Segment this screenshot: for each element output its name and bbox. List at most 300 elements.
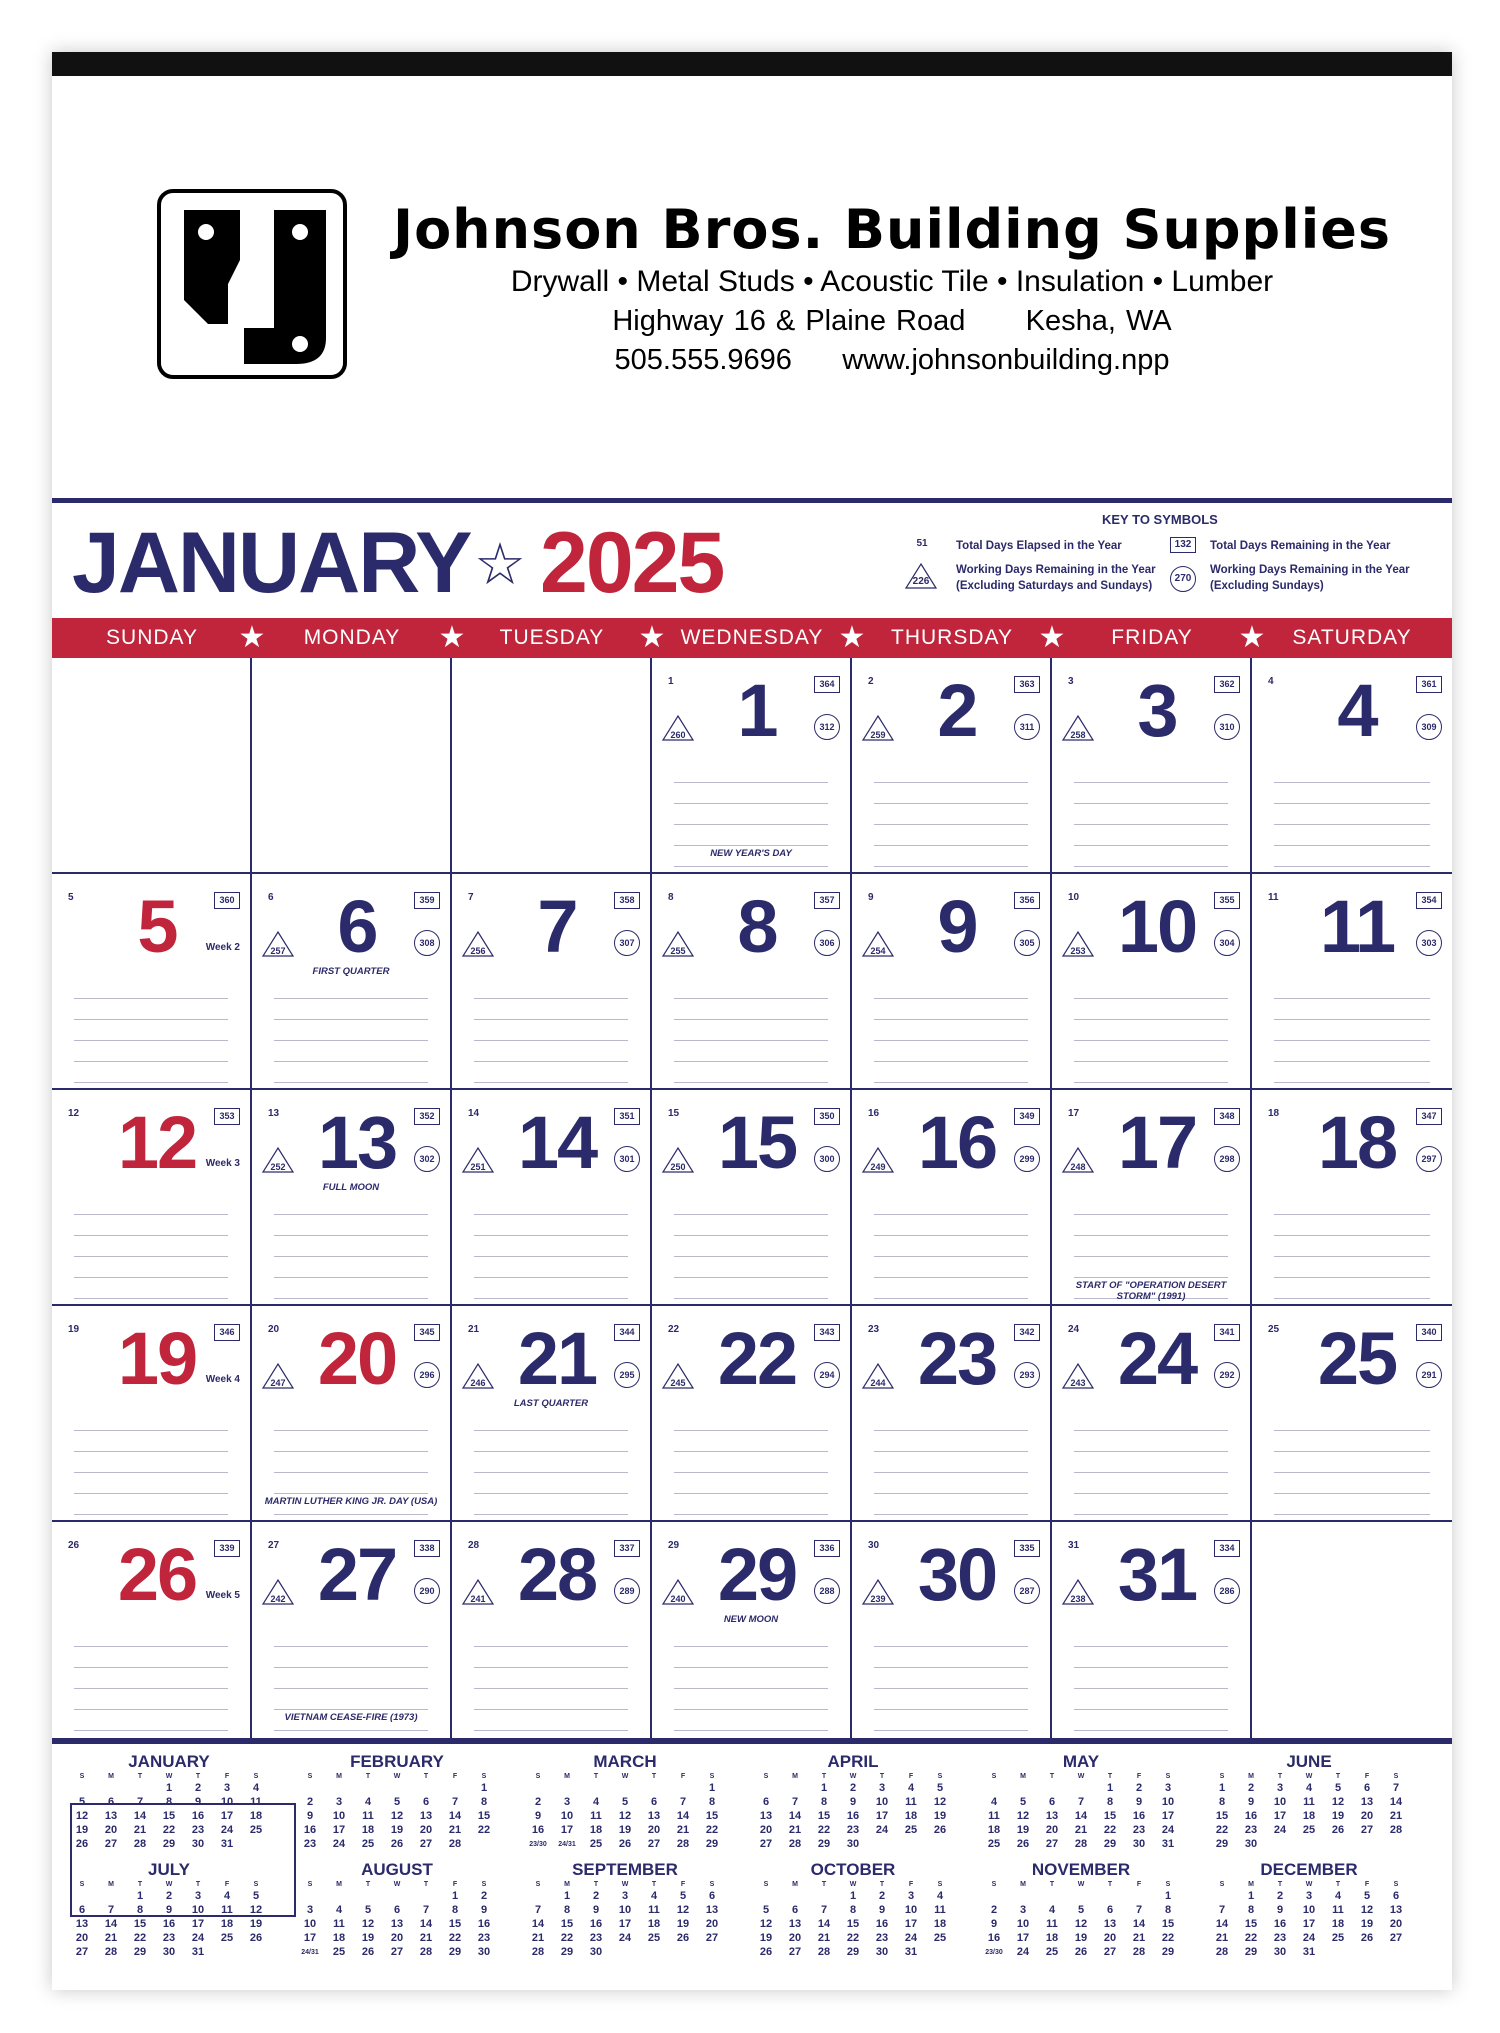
days-remaining-badge: 338 [414, 1540, 440, 1557]
note-line [74, 1668, 228, 1689]
mini-day: 18 [647, 1918, 661, 1930]
mini-day: 16 [1244, 1810, 1258, 1822]
company-name: Johnson Bros. Building Supplies [392, 198, 1392, 261]
day-of-year: 22 [668, 1324, 680, 1335]
mini-day: 29 [560, 1946, 574, 1958]
mini-day: 7 [679, 1796, 687, 1808]
note-line [874, 1257, 1028, 1278]
mini-dow: T [137, 1773, 143, 1780]
working-days-value: 238 [1070, 1594, 1086, 1604]
mini-day: 18 [361, 1824, 375, 1836]
mini-day: 23/30 [529, 1840, 547, 1848]
mini-day: 23 [875, 1932, 889, 1944]
mini-day: 8 [480, 1796, 488, 1808]
triangle-icon [1062, 714, 1094, 742]
note-line [274, 1689, 428, 1710]
mini-day [640, 1781, 669, 1795]
mini-dow: T [651, 1881, 657, 1888]
mini-day: 28 [676, 1838, 690, 1850]
mini-day [1324, 1837, 1353, 1851]
mini-day: 23 [162, 1932, 176, 1944]
day-cell[interactable] [52, 1522, 252, 1738]
mini-day: 22 [162, 1824, 176, 1836]
mini-day: 27 [1045, 1838, 1059, 1850]
mini-dow: W [1077, 1773, 1085, 1780]
day-of-year: 17 [1068, 1108, 1080, 1119]
note-line [1074, 1668, 1228, 1689]
mini-dow: S [709, 1881, 715, 1888]
note-line [1274, 804, 1430, 825]
day-cell[interactable] [1252, 1090, 1452, 1306]
day-cell[interactable] [852, 1090, 1052, 1306]
note-line [474, 1278, 628, 1299]
day-cell[interactable] [1052, 1090, 1252, 1306]
day-cell[interactable] [1052, 1306, 1252, 1522]
day-number: 31 [1117, 1533, 1197, 1616]
day-of-year: 7 [468, 892, 474, 903]
note-line [674, 1494, 828, 1515]
day-cell[interactable] [1252, 1522, 1452, 1738]
note-line [474, 1257, 628, 1278]
mini-day: 27 [1103, 1946, 1117, 1958]
day-cell[interactable] [1252, 874, 1452, 1090]
mini-day: 29 [705, 1838, 719, 1850]
mini-dow: F [908, 1773, 914, 1780]
note-line [1274, 1431, 1430, 1452]
mini-day: 12 [676, 1904, 690, 1916]
working6-badge: 309 [1416, 714, 1442, 740]
note-line [1074, 1710, 1228, 1731]
mini-day: 20 [419, 1824, 433, 1836]
working6-badge: 299 [1014, 1146, 1040, 1172]
note-line [1274, 1062, 1430, 1083]
mini-month [976, 1752, 1186, 1851]
mini-day [412, 1889, 441, 1903]
working-days-value: 241 [470, 1594, 486, 1604]
days-remaining-badge: 356 [1014, 892, 1040, 909]
mini-day: 12 [249, 1904, 263, 1916]
note-line [674, 783, 828, 804]
mini-dow: S [937, 1773, 943, 1780]
mini-dow: S [1219, 1773, 1225, 1780]
mini-dow: T [195, 1881, 201, 1888]
mini-day: 1 [849, 1890, 857, 1902]
mini-day: 31 [191, 1946, 205, 1958]
note-line [674, 1647, 828, 1668]
mini-dow: M [336, 1881, 342, 1888]
mini-day: 21 [1132, 1932, 1146, 1944]
working6-badge: 288 [814, 1578, 840, 1604]
triangle-icon [662, 1146, 694, 1174]
mini-day: 21 [531, 1932, 545, 1944]
mini-day [97, 1889, 126, 1903]
working6-badge: 292 [1214, 1362, 1240, 1388]
mini-day: 14 [788, 1810, 802, 1822]
day-number: 5 [137, 885, 177, 968]
days-remaining-badge: 358 [614, 892, 640, 909]
working6-badge: 298 [1214, 1146, 1240, 1172]
day-cell[interactable] [652, 1090, 852, 1306]
mini-day: 21 [1215, 1932, 1229, 1944]
mini-day: 18 [1302, 1810, 1316, 1822]
mini-day: 27 [104, 1838, 118, 1850]
days-remaining-badge: 359 [414, 892, 440, 909]
note-lines [1274, 762, 1430, 867]
mini-day: 7 [1392, 1782, 1400, 1794]
days-remaining-badge: 349 [1014, 1108, 1040, 1125]
note-line [474, 1494, 628, 1515]
mini-day: 16 [1132, 1810, 1146, 1822]
mini-day: 4 [936, 1890, 944, 1902]
days-remaining-badge: 345 [414, 1324, 440, 1341]
note-line [474, 999, 628, 1020]
mini-dow: M [1248, 1881, 1254, 1888]
mini-dow: W [849, 1881, 857, 1888]
mini-day: 26 [249, 1932, 263, 1944]
note-line [274, 1626, 428, 1647]
note-line [474, 978, 628, 999]
mini-day: 25 [987, 1838, 1001, 1850]
mini-dow: T [879, 1773, 885, 1780]
mini-day: 22 [705, 1824, 719, 1836]
note-line [74, 1236, 228, 1257]
day-cell[interactable] [452, 658, 652, 874]
day-cell[interactable] [1252, 1306, 1452, 1522]
note-lines [874, 762, 1028, 867]
mini-day: 27 [788, 1946, 802, 1958]
note-lines [1074, 1626, 1228, 1731]
elapsed-sample: 51 [916, 538, 928, 549]
note-line [274, 1410, 428, 1431]
mini-day: 9 [878, 1904, 886, 1916]
mini-dow: W [1305, 1881, 1313, 1888]
note-line [874, 1062, 1028, 1083]
note-line [74, 1020, 228, 1041]
mini-day: 23 [1244, 1824, 1258, 1836]
mini-day: 19 [759, 1932, 773, 1944]
note-line [474, 1215, 628, 1236]
working6-badge: 297 [1416, 1146, 1442, 1172]
mini-day: 17 [220, 1810, 234, 1822]
mini-day: 4 [990, 1796, 998, 1808]
note-line [874, 1647, 1028, 1668]
mini-day: 23 [191, 1824, 205, 1836]
mini-day: 14 [817, 1918, 831, 1930]
note-line [274, 1452, 428, 1473]
week-label: Week 4 [205, 1374, 240, 1385]
mini-day: 2 [1135, 1782, 1143, 1794]
day-cell[interactable] [652, 1306, 852, 1522]
key-remaining: Total Days Remaining in the Year [1210, 540, 1391, 552]
working6-badge: 310 [1214, 714, 1240, 740]
triangle-icon [662, 714, 694, 742]
mini-day: 10 [332, 1810, 346, 1822]
mini-day: 1 [1164, 1890, 1172, 1902]
mini-dow: S [991, 1881, 997, 1888]
note-line [1074, 825, 1228, 846]
days-remaining-badge: 344 [614, 1324, 640, 1341]
note-line [874, 825, 1028, 846]
mini-day: 18 [933, 1918, 947, 1930]
mini-day: 15 [846, 1918, 860, 1930]
mini-dow: S [1393, 1881, 1399, 1888]
mini-dow: M [1020, 1773, 1026, 1780]
note-line [674, 1710, 828, 1731]
mini-dow: S [1219, 1881, 1225, 1888]
mini-day: 5 [1019, 1796, 1027, 1808]
working-days-value: 256 [470, 946, 486, 956]
mini-day: 6 [1363, 1782, 1371, 1794]
mini-day: 25 [589, 1838, 603, 1850]
mini-day [354, 1781, 383, 1795]
note-line [1274, 999, 1430, 1020]
note-line [874, 1410, 1028, 1431]
note-lines [674, 1626, 828, 1731]
holiday-note: NEW MOON [723, 1614, 779, 1625]
day-cell[interactable] [252, 1090, 452, 1306]
triangle-icon [262, 1362, 294, 1390]
note-line [674, 978, 828, 999]
mini-day [354, 1889, 383, 1903]
note-line [1274, 1215, 1430, 1236]
mini-dow: F [224, 1881, 230, 1888]
days-remaining-badge: 350 [814, 1108, 840, 1125]
mini-day [412, 1781, 441, 1795]
mini-day [470, 1837, 499, 1851]
mini-day: 12 [390, 1810, 404, 1822]
day-of-year: 26 [68, 1540, 80, 1551]
note-line [1074, 1062, 1228, 1083]
mini-day: 10 [560, 1810, 574, 1822]
mini-day: 9 [306, 1810, 314, 1822]
day-number: 30 [917, 1533, 997, 1616]
top-binding-bar [52, 52, 1452, 76]
mini-day: 6 [708, 1890, 716, 1902]
day-cell[interactable] [52, 874, 252, 1090]
mini-day: 25 [249, 1824, 263, 1836]
day-cell[interactable] [852, 1522, 1052, 1738]
mini-dow: S [307, 1881, 313, 1888]
mini-day: 7 [820, 1904, 828, 1916]
working-days-value: 248 [1070, 1162, 1086, 1172]
day-cell[interactable] [652, 1522, 852, 1738]
note-line [474, 1041, 628, 1062]
mini-day: 14 [1215, 1918, 1229, 1930]
day-cell[interactable] [452, 874, 652, 1090]
mini-day: 11 [362, 1810, 374, 1822]
note-line [674, 1473, 828, 1494]
mini-day: 1 [563, 1890, 571, 1902]
mini-day: 21 [448, 1824, 462, 1836]
note-lines [274, 978, 428, 1083]
day-cell[interactable] [252, 1522, 452, 1738]
day-cell[interactable] [1252, 658, 1452, 874]
note-line [674, 999, 828, 1020]
mini-day: 3 [878, 1782, 886, 1794]
day-cell[interactable] [1052, 658, 1252, 874]
mini-day: 8 [563, 1904, 571, 1916]
days-remaining-badge: 363 [1014, 676, 1040, 693]
triangle-icon [262, 1146, 294, 1174]
note-line [1274, 1257, 1430, 1278]
note-lines [1274, 1194, 1430, 1299]
days-remaining-badge: 342 [1014, 1324, 1040, 1341]
working-days-value: 244 [870, 1378, 886, 1388]
note-lines [1074, 762, 1228, 867]
mini-dow: M [108, 1773, 114, 1780]
note-line [474, 1236, 628, 1257]
days-remaining-badge: 335 [1014, 1540, 1040, 1557]
mini-day: 17 [1302, 1918, 1316, 1930]
day-number: 24 [1117, 1317, 1197, 1400]
days-remaining-badge: 336 [814, 1540, 840, 1557]
day-cell[interactable] [452, 1306, 652, 1522]
day-number: 7 [537, 885, 577, 968]
day-cell[interactable] [252, 658, 452, 874]
mini-day: 30 [875, 1946, 889, 1958]
mini-dow: W [393, 1773, 401, 1780]
working6-badge: 290 [414, 1578, 440, 1604]
mini-day: 9 [165, 1904, 173, 1916]
mini-dow: T [137, 1881, 143, 1888]
year-title: 2025 [540, 515, 724, 611]
note-line [874, 1431, 1028, 1452]
mini-day: 8 [708, 1796, 716, 1808]
mini-day: 10 [1273, 1796, 1287, 1808]
mini-day: 25 [220, 1932, 234, 1944]
mini-dow: T [1049, 1881, 1055, 1888]
note-line [674, 1020, 828, 1041]
mini-day: 29 [817, 1838, 831, 1850]
days-remaining-badge: 357 [814, 892, 840, 909]
day-cell[interactable] [452, 1090, 652, 1306]
mini-day [781, 1889, 810, 1903]
mini-day: 6 [422, 1796, 430, 1808]
day-cell[interactable] [1052, 1522, 1252, 1738]
day-of-year: 12 [68, 1108, 80, 1119]
mini-day: 20 [705, 1918, 719, 1930]
mini-day: 28 [788, 1838, 802, 1850]
mini-day [553, 1781, 582, 1795]
mini-day: 24/31 [301, 1948, 319, 1956]
note-line [474, 1647, 628, 1668]
mini-day [1009, 1889, 1038, 1903]
mini-day: 12 [1331, 1796, 1345, 1808]
mini-day: 12 [361, 1918, 375, 1930]
mini-day: 6 [791, 1904, 799, 1916]
day-cell[interactable] [52, 1306, 252, 1522]
note-line [1074, 999, 1228, 1020]
mini-dow: M [792, 1881, 798, 1888]
day-cell[interactable] [652, 874, 852, 1090]
mini-day: 13 [1103, 1918, 1117, 1930]
days-remaining-badge: 334 [1214, 1540, 1240, 1557]
note-line [874, 999, 1028, 1020]
mini-day: 4 [650, 1890, 658, 1902]
mini-day: 12 [759, 1918, 773, 1930]
mini-day [383, 1889, 412, 1903]
triangle-icon [1062, 1146, 1094, 1174]
mini-day: 18 [589, 1824, 603, 1836]
mini-day: 26 [390, 1838, 404, 1850]
day-cell[interactable] [652, 658, 852, 874]
mini-dow: F [452, 1881, 458, 1888]
mini-day [781, 1781, 810, 1795]
mini-dow: S [937, 1881, 943, 1888]
mini-day: 24 [875, 1824, 889, 1836]
mini-dow: T [821, 1773, 827, 1780]
mini-day: 15 [162, 1810, 176, 1822]
mini-day: 2 [534, 1796, 542, 1808]
mini-day: 15 [1244, 1918, 1258, 1930]
mini-day: 6 [762, 1796, 770, 1808]
mini-day: 23 [846, 1824, 860, 1836]
day-of-year: 5 [68, 892, 74, 903]
mini-day: 13 [759, 1810, 773, 1822]
note-line [1074, 978, 1228, 999]
note-line [74, 1194, 228, 1215]
mini-day: 21 [788, 1824, 802, 1836]
mini-day: 28 [448, 1838, 462, 1850]
day-cell[interactable] [52, 658, 252, 874]
note-line [74, 1626, 228, 1647]
working-days-value: 257 [270, 946, 286, 956]
mini-day: 23 [1132, 1824, 1146, 1836]
mini-day [1266, 1837, 1295, 1851]
mini-day [1382, 1837, 1411, 1851]
note-line [1074, 1410, 1228, 1431]
mini-month [1204, 1752, 1414, 1851]
working6-badge: 306 [814, 930, 840, 956]
day-of-year: 15 [668, 1108, 680, 1119]
day-of-year: 10 [1068, 892, 1080, 903]
note-line [1274, 762, 1430, 783]
mini-day: 19 [1360, 1918, 1374, 1930]
day-cell[interactable] [1052, 874, 1252, 1090]
note-line [1274, 1452, 1430, 1473]
holiday-note: START OF "OPERATION DESERT STORM" (1991) [1075, 1280, 1227, 1302]
mini-day: 4 [1334, 1890, 1342, 1902]
mini-day: 3 [335, 1796, 343, 1808]
working-days-value: 249 [870, 1162, 886, 1172]
day-cell[interactable] [252, 874, 452, 1090]
mini-day: 11 [1303, 1796, 1315, 1808]
key-working: Working Days Remaining in the Year (Excluding Saturdays and Sundays) [956, 564, 1156, 592]
day-cell[interactable] [52, 1090, 252, 1306]
calendar-sheet [52, 52, 1452, 1990]
mini-dow: T [423, 1881, 429, 1888]
day-of-year: 11 [1268, 892, 1279, 903]
day-cell[interactable] [852, 874, 1052, 1090]
mini-day: 20 [75, 1932, 89, 1944]
mini-day: 4 [907, 1782, 915, 1794]
day-cell[interactable] [852, 658, 1052, 874]
mini-day [1067, 1781, 1096, 1795]
day-cell[interactable] [852, 1306, 1052, 1522]
note-line [74, 1689, 228, 1710]
day-of-year: 21 [468, 1324, 480, 1335]
day-cell[interactable] [452, 1522, 652, 1738]
note-line [74, 1473, 228, 1494]
mini-day: 7 [1218, 1904, 1226, 1916]
day-cell[interactable] [252, 1306, 452, 1522]
day-number: 8 [737, 885, 777, 968]
mini-day: 20 [1360, 1810, 1374, 1822]
day-of-year: 14 [468, 1108, 480, 1119]
mini-dow: F [1364, 1773, 1370, 1780]
note-line [74, 1494, 228, 1515]
mini-day: 15 [560, 1918, 574, 1930]
